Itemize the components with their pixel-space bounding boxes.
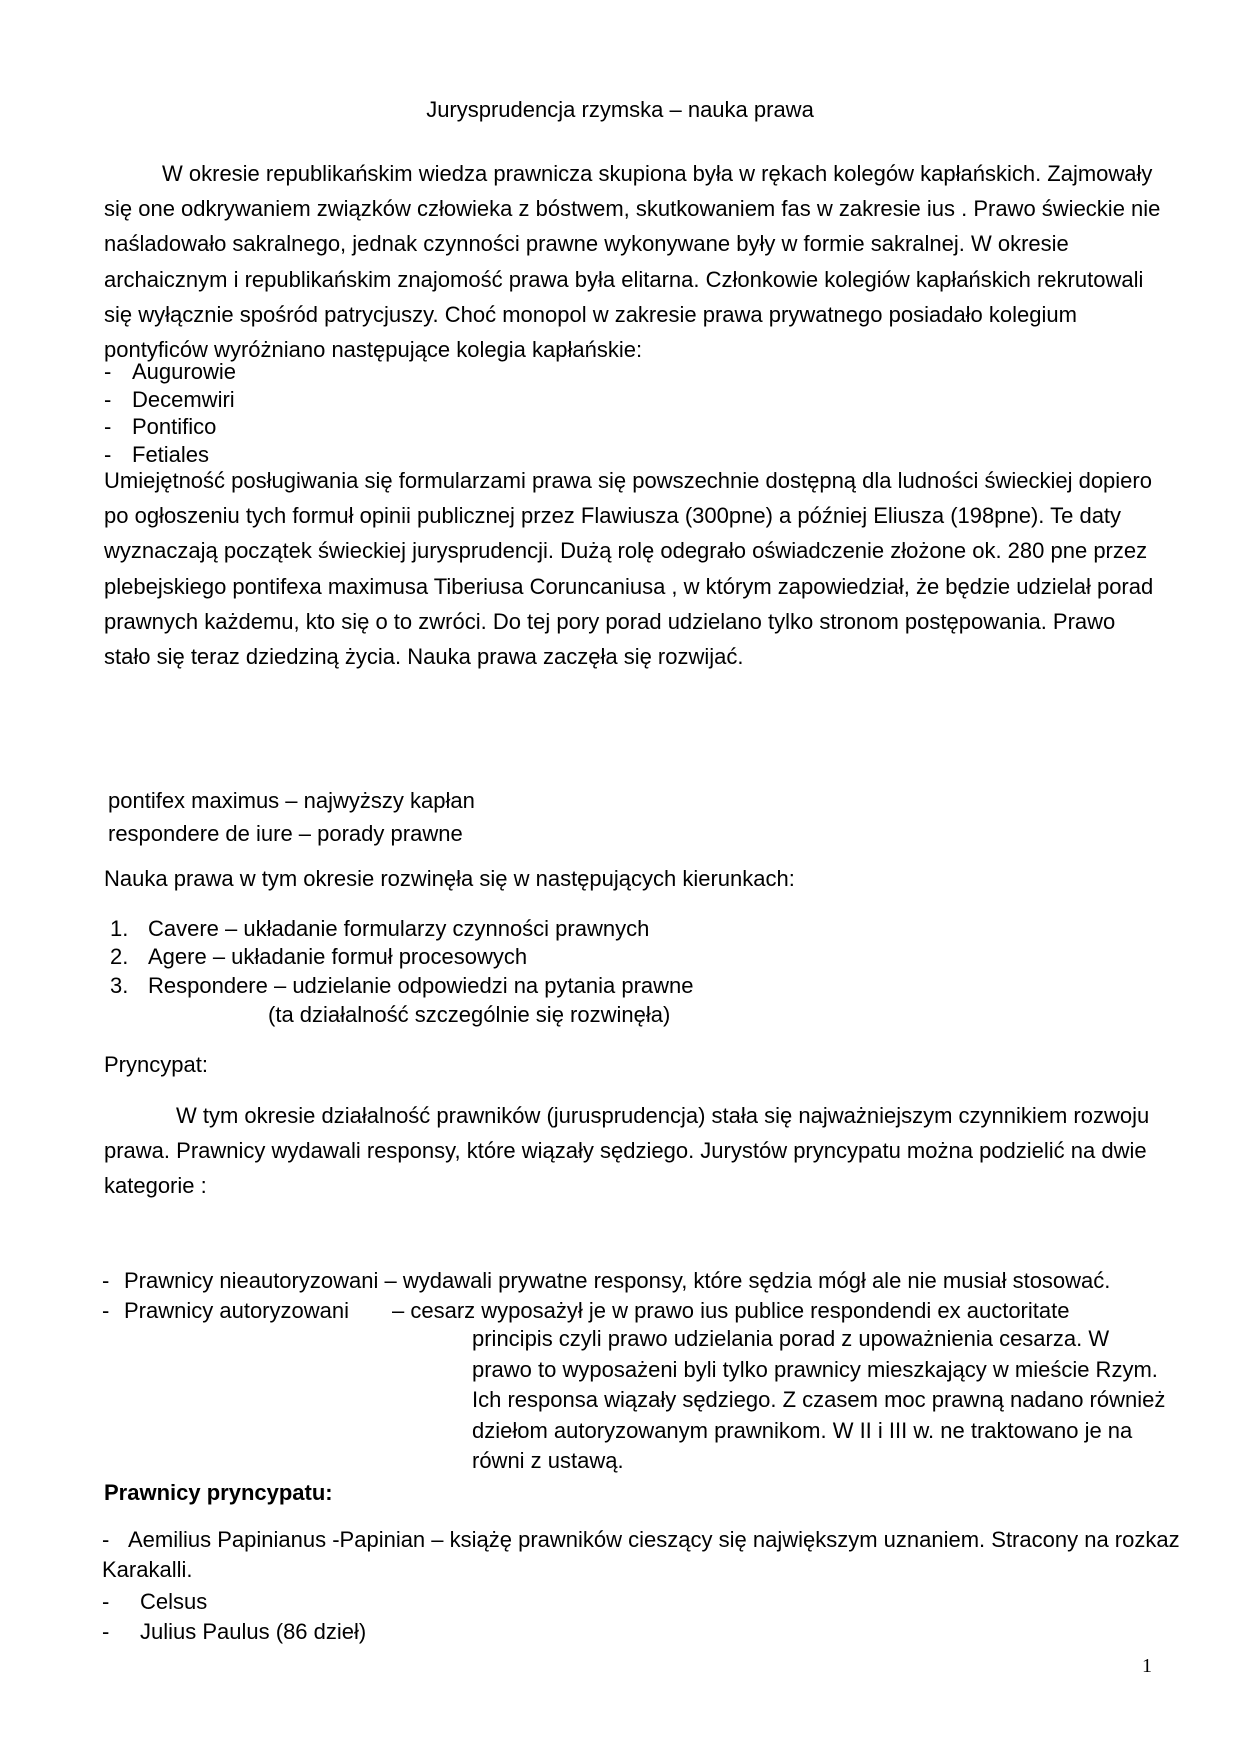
list-item: - Augurowie — [104, 359, 236, 384]
principate-paragraph: W tym okresie działalność prawników (jurusprudencja) stała się najważniejszym czynnikiem rozwoju prawa. Prawnicy wydawali responsy, które wiązały sędziego. Jurystów pryncypatu można podzielić na dwie kategorie : — [104, 1103, 1150, 1199]
category-authorized-continuation: principis czyli prawo udzielania porad z upoważnienia cesarza. W prawo to wyposażeni byli tylko prawnicy mieszkający w mieście Rzym. Ich responsa wiązały sędziego. Z czasem moc prawną nadano również dziełom autoryzowanym prawnikom. W II i III w. ne traktowano je na równi z ustawą. — [472, 1326, 1166, 1473]
directions-note: (ta działalność szczególnie się rozwinęła) — [268, 1002, 671, 1027]
list-item: 1. Cavere – układanie formularzy czynności prawnych — [110, 916, 650, 941]
page-number: 1 — [1142, 1655, 1152, 1677]
list-item: - Pontifico — [104, 414, 217, 439]
definitions — [108, 784, 475, 850]
secular-paragraph: Umiejętność posługiwania się formularzami prawa się powszechnie dostępną dla ludności świeckiej dopiero po ogłoszeniu tych formuł opinii publicznej przez Flawiusza (300pne) a później Eliusza (198pne). Te daty wyznaczają początek świeckiej jurysprudencji. Dużą rolę odegrało oświadczenie złożone ok. 280 pne przez plebejskiego pontifexa maximusa Tiberiusa Coruncaniusa , w którym zapowiedział, że będzie udzielał porad prawnych każdemu, kto się o to zwróci. Do tej pory porad udzielano tylko stronom postępowania. Prawo stało się teraz dziedziną życia. Nauka prawa zaczęła się rozwijać. — [104, 468, 1154, 670]
category-authorized: - Prawnicy autoryzowani – cesarz wyposażył je w prawo ius publice respondendi ex auctoritate — [102, 1298, 1070, 1323]
list-item: - Fetiales — [104, 442, 210, 467]
list-item: - Julius Paulus (86 dzieł) — [102, 1619, 367, 1644]
document-title: Jurysprudencja rzymska – nauka prawa — [426, 97, 814, 122]
definition-pontifex: pontifex maximus – najwyższy kapłan — [108, 788, 475, 813]
directions-intro: Nauka prawa w tym okresie rozwinęła się w następujących kierunkach: — [104, 866, 795, 891]
list-item: - Decemwiri — [104, 387, 235, 412]
jurists-heading: Prawnicy pryncypatu: — [104, 1480, 333, 1505]
list-item: 2. Agere – układanie formuł procesowych — [110, 944, 528, 969]
list-item: - Aemilius Papinianus -Papinian – książę prawników cieszący się największym uznaniem. Stracony na rozkaz Karakalli. — [102, 1527, 1180, 1582]
list-item: - Celsus — [102, 1589, 208, 1614]
intro-paragraph — [104, 156, 1164, 367]
intro-paragraph-text: W okresie republikańskim wiedza prawnicza skupiona była w rękach kolegów kapłańskich. Zajmowały się one odkrywaniem związków człowieka z bóstwem, skutkowaniem fas w zakresie ius . Prawo świeckie nie naśladowało sakralnego, jednak czynności prawne wykonywane były w formie sakralnej. W okresie archaicznym i republikańskim znajomość prawa była elitarna. Członkowie kolegiów kapłańskich rekrutowali się wyłącznie spośród patrycjuszy. Choć monopol w zakresie prawa prywatnego posiadało kolegium pontyficów wyróżniano następujące kolegia kapłańskie: — [104, 161, 1161, 363]
category-unauthorized: - Prawnicy nieautoryzowani – wydawali prywatne responsy, które sędzia mógł ale nie musiał stosować. — [102, 1268, 1111, 1293]
definition-respondere: respondere de iure – porady prawne — [108, 821, 463, 846]
principate-heading: Pryncypat: — [104, 1052, 208, 1077]
list-item: 3. Respondere – udzielanie odpowiedzi na pytania prawne — [110, 973, 694, 998]
